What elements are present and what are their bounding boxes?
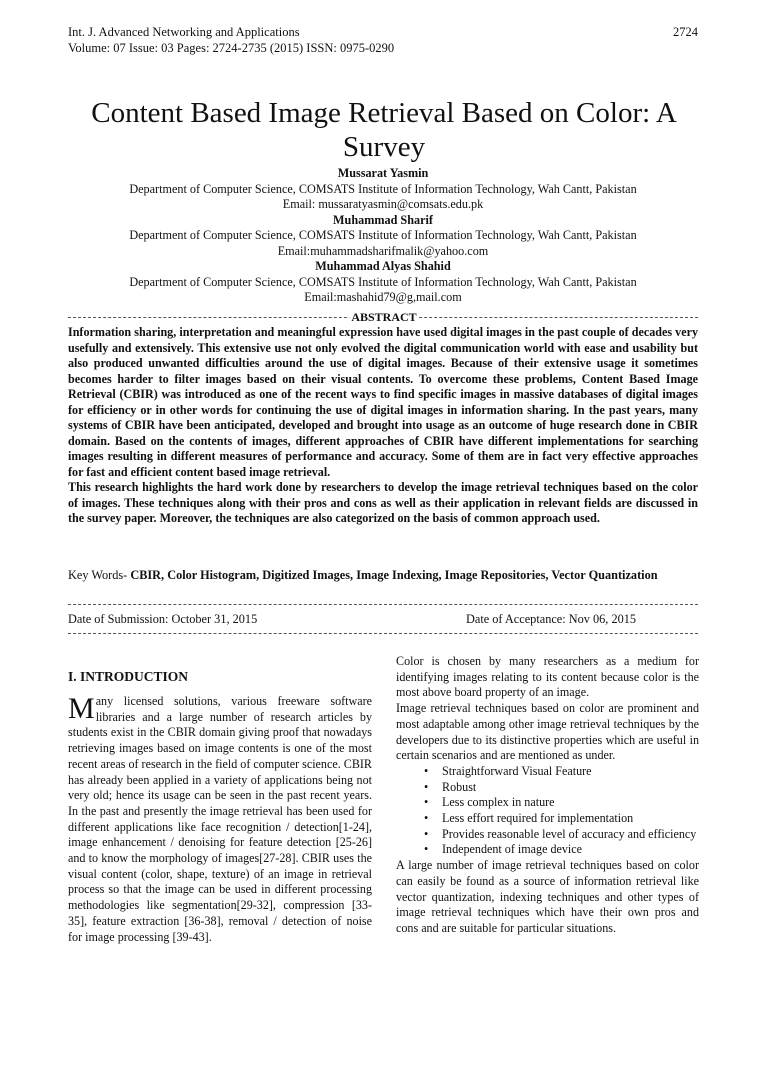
bullet-icon: • bbox=[424, 779, 429, 794]
author-affiliation: Department of Computer Science, COMSATS Institute of Information Technology, Wah Cantt, Pakistan bbox=[129, 181, 637, 196]
abstract-label: ABSTRACT bbox=[351, 310, 417, 324]
list-item: • Less effort required for implementation bbox=[424, 811, 634, 826]
author-name: Muhammad Alyas Shahid bbox=[315, 259, 451, 273]
author-email: Email:muhammadsharifmalik@yahoo.com bbox=[277, 243, 489, 258]
list-item: • Independent of image device bbox=[424, 842, 583, 857]
author-affiliation: Department of Computer Science, COMSATS Institute of Information Technology, Wah Cantt, Pakistan bbox=[129, 274, 637, 289]
abstract bbox=[68, 325, 698, 527]
bullet-icon: • bbox=[424, 763, 429, 778]
page-number: 2724 bbox=[673, 25, 698, 39]
author-name: Mussarat Yasmin bbox=[337, 166, 429, 180]
abstract-paragraph: Information sharing, interpretation and meaningful expression have used digital images in the past couple of decades very usefully and extensively. This extensive use not only evolved the digital communication world with ease and usability but also produced unwanted difficulties around the use of digital images. Because of their extensive usage it sometimes becomes harder to filter images based on their visual contents. To overcome these problems, Content Based Image Retrieval (CBIR) was introduced as one of the recent ways to find specific images in massive databases of digital images for efficiency or in other words for continuing the use of digital images in information sharing. In the past years, many systems of CBIR have been anticipated, developed and brought into usage as an outcome of huge research done in CBIR domain. Based on the contents of images, different approaches of CBIR have different implementations for searching images resulting in different measures of performance and accuracy. Some of them are in fact very effective approaches for fast and efficient content based image retrieval. bbox=[68, 325, 698, 479]
author-name: Muhammad Sharif bbox=[333, 212, 433, 227]
body-paragraph: Image retrieval techniques based on color are prominent and most adaptable among other image retrieval techniques by the developers due to its distinctive properties which are useful in certain scenarios and are mentioned as under. bbox=[396, 701, 699, 763]
keywords bbox=[68, 567, 698, 583]
introduction-paragraph bbox=[68, 694, 372, 945]
author-block bbox=[68, 166, 698, 306]
list-item: • Robust bbox=[424, 779, 477, 794]
paper-title: Content Based Image Retrieval Based on Color: A Survey bbox=[91, 97, 677, 163]
body-paragraph: Color is chosen by many researchers as a medium for identifying images relating to its content because color is the most above board property of an image. bbox=[396, 654, 699, 700]
keywords-label: Key Words- bbox=[68, 568, 131, 582]
bullet-icon: • bbox=[424, 842, 429, 857]
author-email: Email: mussaratyasmin@comsats.edu.pk bbox=[282, 197, 484, 211]
bullet-icon: • bbox=[424, 811, 429, 826]
left-column bbox=[68, 668, 372, 945]
volume-line: Volume: 07 Issue: 03 Pages: 2724-2735 (2015) ISSN: 0975-0290 bbox=[68, 41, 395, 55]
right-column bbox=[396, 654, 699, 937]
dates-divider-top bbox=[68, 604, 698, 606]
list-item: • Straightforward Visual Feature bbox=[424, 763, 592, 778]
dates-divider-bottom bbox=[68, 633, 698, 635]
drop-cap: M bbox=[68, 692, 95, 725]
introduction-text: any licensed solutions, various freeware software libraries and a large number of research articles by students exist in the CBIR domain giving proof that nowadays retrieving images based on image contents is one of the most recent areas of research in the field of computer science. CBIR has already been applied in a variety of applications being not very old; hence its usage can be seen in the past recent years. In the past and presently the image retrieval has been used for different applications like face recognition / detection[1-24], image enhancement / denoising for feature detection [25-26] and to know the morphology of images[27-28]. CBIR uses the visual content (color, shape, texture) of an image in retrieval process so that the image can be used in different processing methodologies like segmentation[29-32], compression [33-35], feature extraction [36-38], removal / detection of noise for image processing [39-43]. bbox=[68, 694, 372, 944]
section-heading: I. INTRODUCTION bbox=[68, 669, 189, 684]
bullet-icon: • bbox=[424, 826, 429, 841]
author-affiliation: Department of Computer Science, COMSATS Institute of Information Technology, Wah Cantt, Pakistan bbox=[129, 228, 637, 242]
bullet-icon: • bbox=[424, 795, 429, 810]
list-item: • Less complex in nature bbox=[424, 795, 555, 810]
list-item: • Provides reasonable level of accuracy and efficiency bbox=[424, 826, 697, 841]
running-header bbox=[68, 24, 698, 56]
journal-line: Int. J. Advanced Networking and Applications bbox=[68, 25, 300, 39]
submission-date: Date of Submission: October 31, 2015 bbox=[68, 612, 258, 626]
keywords-value: CBIR, Color Histogram, Digitized Images, Image Indexing, Image Repositories, Vector Quantization bbox=[130, 568, 658, 582]
abstract-paragraph: This research highlights the hard work done by researchers to develop the image retrieval techniques based on the color of images. These techniques along with their pros and cons as well as their application in relevant fields are discussed in the survey paper. Moreover, the techniques are also categorized on the basis of common approach used. bbox=[68, 480, 698, 525]
dates-row bbox=[68, 611, 698, 627]
acceptance-date: Date of Acceptance: Nov 06, 2015 bbox=[466, 612, 637, 626]
author-email: Email:mashahid79@g,mail.com bbox=[304, 290, 462, 304]
body-paragraph: A large number of image retrieval techniques based on color can easily be found as a source of information retrieval like vector quantization, indexing techniques and other types of image retrieval techniques which have their own pros and cons and are suitable for particular situations. bbox=[396, 858, 699, 935]
feature-list bbox=[396, 764, 699, 858]
